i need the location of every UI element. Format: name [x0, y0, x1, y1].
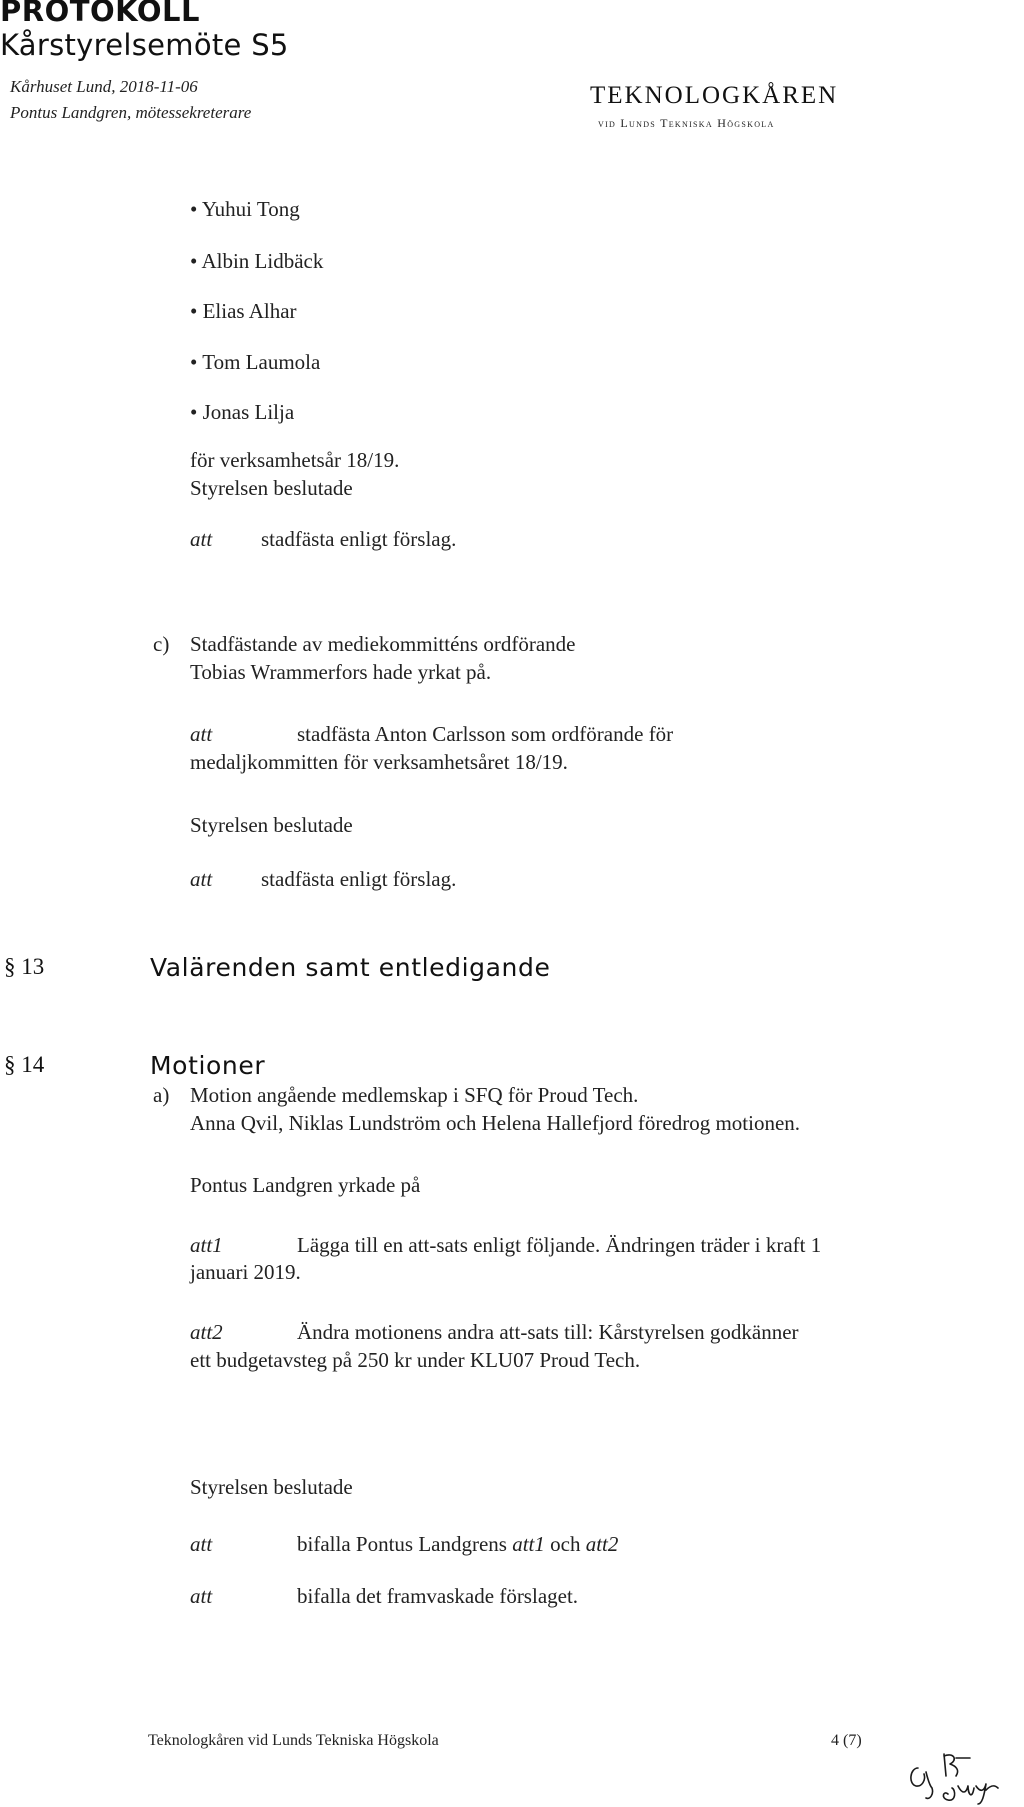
person-name: Elias Alhar — [202, 299, 297, 323]
page-number: 4 (7) — [831, 1732, 862, 1749]
list-item: • Elias Alhar — [190, 299, 297, 323]
meeting-place-date: Kårhuset Lund, 2018-11-06 — [10, 77, 198, 96]
item-title: Stadfästande av mediekommitténs ordförande — [190, 632, 576, 656]
board-decided-label: Styrelsen beslutade — [190, 813, 353, 837]
board-decided-label: Styrelsen beslutade — [190, 476, 353, 500]
board-decided-label: Styrelsen beslutade — [190, 1475, 353, 1499]
person-name: Albin Lidbäck — [201, 249, 324, 273]
list-item: • Tom Laumola — [190, 350, 321, 374]
att1-reference: att1 — [512, 1532, 545, 1556]
att1-label: att1 — [190, 1233, 223, 1257]
section-title: Motioner — [150, 1051, 266, 1080]
presenters-text: Anna Qvil, Niklas Lundström och Helena Hallefjord föredrog motionen. — [190, 1111, 801, 1135]
decision-text — [297, 1532, 618, 1557]
list-item: • Jonas Lilja — [190, 400, 295, 424]
term-period-text: för verksamhetsår 18/19. — [190, 448, 400, 472]
item-marker: c) — [153, 632, 170, 656]
decision-text: stadfästa enligt förslag. — [261, 527, 457, 551]
att-label: att — [190, 722, 213, 746]
person-name: Jonas Lilja — [202, 400, 295, 424]
person-name: Yuhui Tong — [201, 197, 300, 221]
att2-text: Ändra motionens andra att-sats till: Kårstyrelsen godkänner — [297, 1320, 799, 1344]
decision-text-part: och — [550, 1532, 581, 1556]
footer-organization: Teknologkåren vid Lunds Tekniska Högskola — [148, 1732, 439, 1749]
proposer-text: Pontus Landgren yrkade på — [190, 1173, 421, 1197]
att2-text-continued: ett budgetavsteg på 250 kr under KLU07 Proud Tech. — [190, 1348, 641, 1372]
item-title: Motion angående medlemskap i SFQ för Proud Tech. — [190, 1083, 639, 1107]
proposer-text: Tobias Wrammerfors hade yrkat på. — [190, 660, 492, 684]
decision-text-part: bifalla Pontus Landgrens — [297, 1532, 507, 1556]
att1-text: Lägga till en att-sats enligt följande. Ändringen träder i kraft 1 — [297, 1233, 822, 1257]
decision-text: stadfästa enligt förslag. — [261, 867, 457, 891]
list-item: • Yuhui Tong — [190, 197, 300, 221]
motion-text-continued: medaljkommitten för verksamhetsåret 18/19. — [190, 750, 568, 774]
person-name: Tom Laumola — [202, 350, 321, 374]
meeting-title: Kårstyrelsemöte S5 — [0, 28, 289, 62]
att-label: att — [190, 867, 213, 891]
section-number: § 13 — [4, 954, 45, 979]
section-number: § 14 — [4, 1052, 45, 1077]
att2-label: att2 — [190, 1320, 223, 1344]
section-title: Valärenden samt entledigande — [150, 953, 551, 982]
att-label: att — [190, 527, 213, 551]
meeting-secretary: Pontus Landgren, mötessekreterare — [10, 103, 252, 122]
organization-logo-name: TEKNOLOGKÅREN — [590, 82, 839, 109]
att-label: att — [190, 1584, 213, 1608]
item-marker: a) — [153, 1083, 170, 1107]
att2-reference: att2 — [585, 1532, 619, 1556]
document-type-title: PROTOKOLL — [0, 0, 200, 28]
att1-text-continued: januari 2019. — [190, 1260, 301, 1284]
organization-logo-tagline: vid Lunds Tekniska Högskola — [598, 116, 775, 130]
att-label: att — [190, 1532, 213, 1556]
list-item: • Albin Lidbäck — [190, 249, 324, 273]
handwritten-initials — [904, 1750, 1014, 1806]
motion-text: stadfästa Anton Carlsson som ordförande för — [297, 722, 674, 746]
decision-text: bifalla det framvaskade förslaget. — [297, 1584, 579, 1608]
